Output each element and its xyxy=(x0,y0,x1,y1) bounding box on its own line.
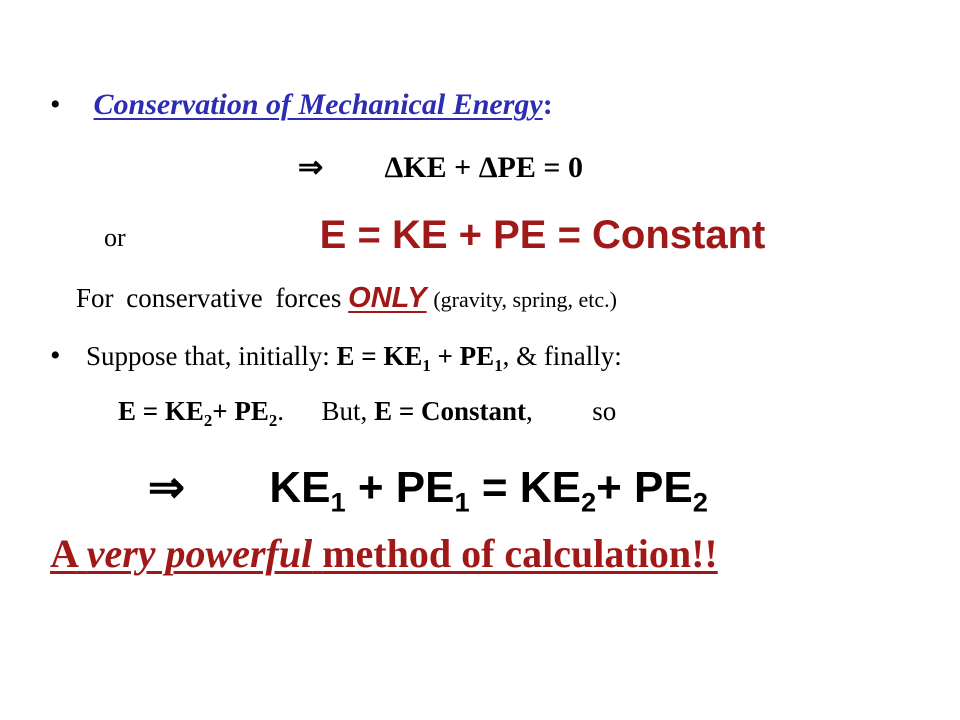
but-text: But, xyxy=(321,396,368,426)
conservative-line xyxy=(76,282,617,315)
suppose-text: Suppose that, initially: xyxy=(86,341,330,371)
delta-eq-text: ΔKE + ΔPE = 0 xyxy=(384,151,583,184)
calc-rest: method of calculation!! xyxy=(322,531,718,576)
bullet: • xyxy=(50,88,61,121)
final-energy-line: $E = KE_2+ PE_2$. But, E = Constant, so xyxy=(118,396,617,430)
so-text: so xyxy=(592,396,617,426)
suppose-line xyxy=(50,339,622,373)
only-word: ONLY xyxy=(348,282,427,314)
big-equation: $KE_1 + PE_1 = KE_2+ PE_2$ xyxy=(269,463,708,518)
energy-line xyxy=(104,213,765,258)
delta-equation xyxy=(298,150,583,185)
final-energy: $E = KE_2+ PE_2$ xyxy=(118,396,278,430)
initial-energy: $E = KE_1 + PE_1$ xyxy=(336,341,503,375)
comma: , xyxy=(502,341,510,371)
conservative-suffix: (gravity, spring, etc.) xyxy=(433,287,617,312)
heading-line xyxy=(50,88,553,122)
calculation-line xyxy=(50,530,718,577)
energy-equation: E = KE + PE = Constant xyxy=(319,213,766,257)
bullet: • xyxy=(50,339,61,372)
implies-symbol: ⇒ xyxy=(298,151,324,184)
calc-a: A xyxy=(50,531,77,576)
heading-text: Conservation of Mechanical Energy xyxy=(93,88,543,121)
conservative-prefix: For conservative forces xyxy=(76,283,342,313)
period: . xyxy=(277,396,285,426)
e-constant: E = Constant xyxy=(374,396,526,426)
or-text: or xyxy=(104,223,126,252)
calc-italic: very powerful xyxy=(86,531,313,576)
heading-colon: : xyxy=(542,88,553,121)
finally-text: & finally: xyxy=(509,341,622,371)
big-equation-line xyxy=(148,462,708,518)
implies-symbol-big: ⇒ xyxy=(148,463,185,512)
